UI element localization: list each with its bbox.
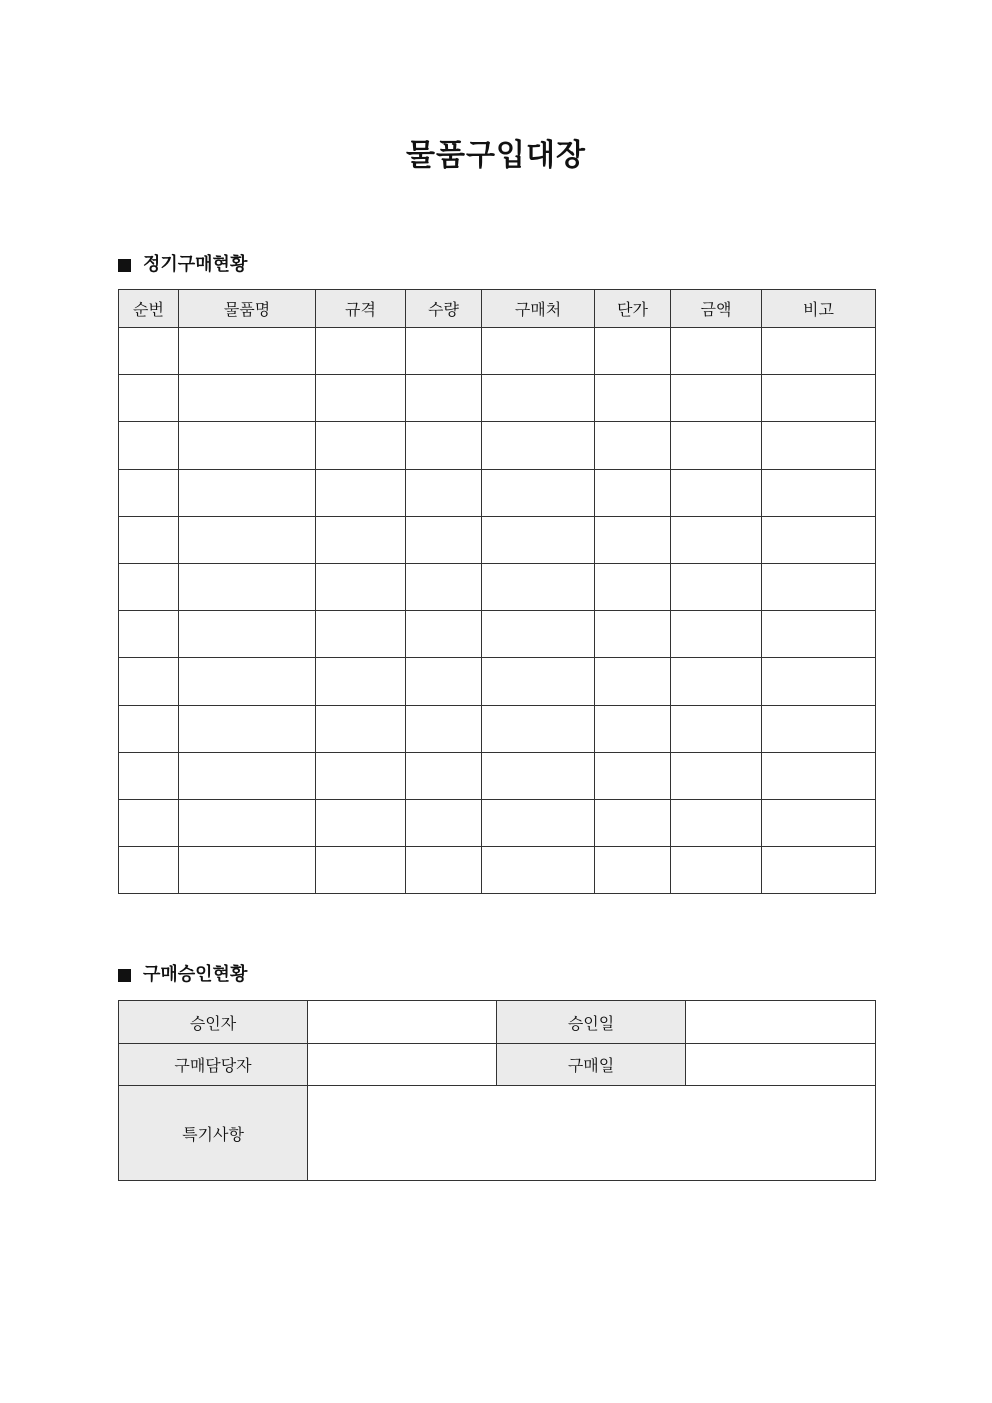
cell-remarks[interactable]: [762, 705, 876, 752]
cell-amount[interactable]: [671, 611, 762, 658]
cell-quantity[interactable]: [406, 799, 482, 846]
cell-unit-price[interactable]: [595, 516, 671, 563]
cell-no[interactable]: [119, 847, 179, 894]
table-row: [119, 469, 876, 516]
cell-item-name[interactable]: [179, 799, 316, 846]
cell-amount[interactable]: [671, 658, 762, 705]
cell-remarks[interactable]: [762, 799, 876, 846]
approval-date-label: 승인일: [497, 1001, 686, 1044]
cell-quantity[interactable]: [406, 847, 482, 894]
cell-amount[interactable]: [671, 375, 762, 422]
cell-item-name[interactable]: [179, 658, 316, 705]
cell-amount[interactable]: [671, 705, 762, 752]
table-row: [119, 375, 876, 422]
table-row: [119, 328, 876, 375]
cell-amount[interactable]: [671, 752, 762, 799]
cell-remarks[interactable]: [762, 469, 876, 516]
cell-item-name[interactable]: [179, 516, 316, 563]
cell-item-name[interactable]: [179, 563, 316, 610]
cell-vendor[interactable]: [482, 705, 595, 752]
cell-vendor[interactable]: [482, 752, 595, 799]
purchase-date-field[interactable]: [686, 1044, 876, 1086]
cell-spec[interactable]: [316, 658, 406, 705]
approval-date-field[interactable]: [686, 1001, 876, 1044]
table-row: [119, 847, 876, 894]
approver-label: 승인자: [119, 1001, 308, 1044]
table-row: [119, 422, 876, 469]
cell-vendor[interactable]: [482, 422, 595, 469]
cell-spec[interactable]: [316, 328, 406, 375]
document-title: 물품구입대장: [406, 138, 586, 173]
table-row: [119, 1001, 876, 1044]
cell-vendor[interactable]: [482, 658, 595, 705]
cell-vendor[interactable]: [482, 328, 595, 375]
column-header-no: 순번: [119, 290, 179, 328]
cell-quantity[interactable]: [406, 422, 482, 469]
table-row: [119, 563, 876, 610]
table-row: [119, 1086, 876, 1181]
cell-item-name[interactable]: [179, 611, 316, 658]
cell-no[interactable]: [119, 752, 179, 799]
cell-quantity[interactable]: [406, 611, 482, 658]
cell-spec[interactable]: [316, 563, 406, 610]
cell-item-name[interactable]: [179, 422, 316, 469]
cell-vendor[interactable]: [482, 799, 595, 846]
column-header-unit-price: 단가: [595, 290, 671, 328]
cell-unit-price[interactable]: [595, 563, 671, 610]
cell-quantity[interactable]: [406, 563, 482, 610]
section-heading-purchase-approval: [118, 962, 247, 988]
cell-item-name[interactable]: [179, 752, 316, 799]
table-row: [119, 516, 876, 563]
purchase-approval-table: [118, 1000, 876, 1181]
cell-remarks[interactable]: [762, 422, 876, 469]
cell-item-name[interactable]: [179, 375, 316, 422]
column-header-remarks: 비고: [762, 290, 876, 328]
cell-vendor[interactable]: [482, 611, 595, 658]
cell-unit-price[interactable]: [595, 705, 671, 752]
cell-no[interactable]: [119, 563, 179, 610]
cell-spec[interactable]: [316, 752, 406, 799]
cell-vendor[interactable]: [482, 847, 595, 894]
cell-quantity[interactable]: [406, 469, 482, 516]
square-bullet-icon: [118, 259, 131, 272]
cell-amount[interactable]: [671, 422, 762, 469]
cell-spec[interactable]: [316, 516, 406, 563]
cell-item-name[interactable]: [179, 469, 316, 516]
cell-spec[interactable]: [316, 469, 406, 516]
cell-no[interactable]: [119, 422, 179, 469]
cell-amount[interactable]: [671, 516, 762, 563]
column-header-item-name: 물품명: [179, 290, 316, 328]
cell-spec[interactable]: [316, 705, 406, 752]
section-heading-label: 정기구매현황: [143, 254, 248, 275]
cell-vendor[interactable]: [482, 516, 595, 563]
table-row: [119, 799, 876, 846]
cell-quantity[interactable]: [406, 516, 482, 563]
cell-no[interactable]: [119, 375, 179, 422]
cell-vendor[interactable]: [482, 469, 595, 516]
cell-unit-price[interactable]: [595, 847, 671, 894]
cell-amount[interactable]: [671, 469, 762, 516]
cell-no[interactable]: [119, 705, 179, 752]
cell-spec[interactable]: [316, 422, 406, 469]
cell-unit-price[interactable]: [595, 422, 671, 469]
buyer-label: 구매담당자: [119, 1044, 308, 1086]
cell-item-name[interactable]: [179, 705, 316, 752]
cell-amount[interactable]: [671, 563, 762, 610]
notes-field[interactable]: [308, 1086, 876, 1181]
regular-purchase-table-body: [119, 328, 876, 894]
cell-no[interactable]: [119, 516, 179, 563]
cell-quantity[interactable]: [406, 328, 482, 375]
cell-vendor[interactable]: [482, 563, 595, 610]
cell-no[interactable]: [119, 799, 179, 846]
cell-vendor[interactable]: [482, 375, 595, 422]
table-row: [119, 705, 876, 752]
table-row: [119, 658, 876, 705]
cell-remarks[interactable]: [762, 563, 876, 610]
regular-purchase-table: [118, 289, 876, 894]
cell-remarks[interactable]: [762, 328, 876, 375]
cell-unit-price[interactable]: [595, 658, 671, 705]
purchase-date-label: 구매일: [497, 1044, 686, 1086]
cell-unit-price[interactable]: [595, 799, 671, 846]
approver-field[interactable]: [308, 1001, 497, 1044]
cell-remarks[interactable]: [762, 658, 876, 705]
cell-unit-price[interactable]: [595, 469, 671, 516]
cell-no[interactable]: [119, 611, 179, 658]
cell-unit-price[interactable]: [595, 328, 671, 375]
cell-unit-price[interactable]: [595, 611, 671, 658]
cell-spec[interactable]: [316, 611, 406, 658]
cell-spec[interactable]: [316, 375, 406, 422]
column-header-vendor: 구매처: [482, 290, 595, 328]
cell-amount[interactable]: [671, 799, 762, 846]
table-header-row: [119, 290, 876, 328]
cell-item-name[interactable]: [179, 847, 316, 894]
column-header-spec: 규격: [316, 290, 406, 328]
cell-remarks[interactable]: [762, 847, 876, 894]
table-row: [119, 1044, 876, 1086]
column-header-quantity: 수량: [406, 290, 482, 328]
square-bullet-icon: [118, 969, 131, 982]
cell-amount[interactable]: [671, 847, 762, 894]
cell-spec[interactable]: [316, 847, 406, 894]
table-row: [119, 611, 876, 658]
cell-quantity[interactable]: [406, 705, 482, 752]
cell-remarks[interactable]: [762, 375, 876, 422]
notes-label: 특기사항: [119, 1086, 308, 1181]
cell-quantity[interactable]: [406, 752, 482, 799]
table-row: [119, 752, 876, 799]
section-heading-label: 구매승인현황: [143, 964, 248, 985]
cell-remarks[interactable]: [762, 752, 876, 799]
buyer-field[interactable]: [308, 1044, 497, 1086]
cell-spec[interactable]: [316, 799, 406, 846]
column-header-amount: 금액: [671, 290, 762, 328]
section-heading-regular-purchase: [118, 252, 247, 278]
cell-unit-price[interactable]: [595, 375, 671, 422]
cell-no[interactable]: [119, 328, 179, 375]
cell-remarks[interactable]: [762, 611, 876, 658]
cell-remarks[interactable]: [762, 516, 876, 563]
cell-no[interactable]: [119, 658, 179, 705]
cell-item-name[interactable]: [179, 328, 316, 375]
cell-quantity[interactable]: [406, 658, 482, 705]
cell-quantity[interactable]: [406, 375, 482, 422]
cell-no[interactable]: [119, 469, 179, 516]
cell-amount[interactable]: [671, 328, 762, 375]
cell-unit-price[interactable]: [595, 752, 671, 799]
